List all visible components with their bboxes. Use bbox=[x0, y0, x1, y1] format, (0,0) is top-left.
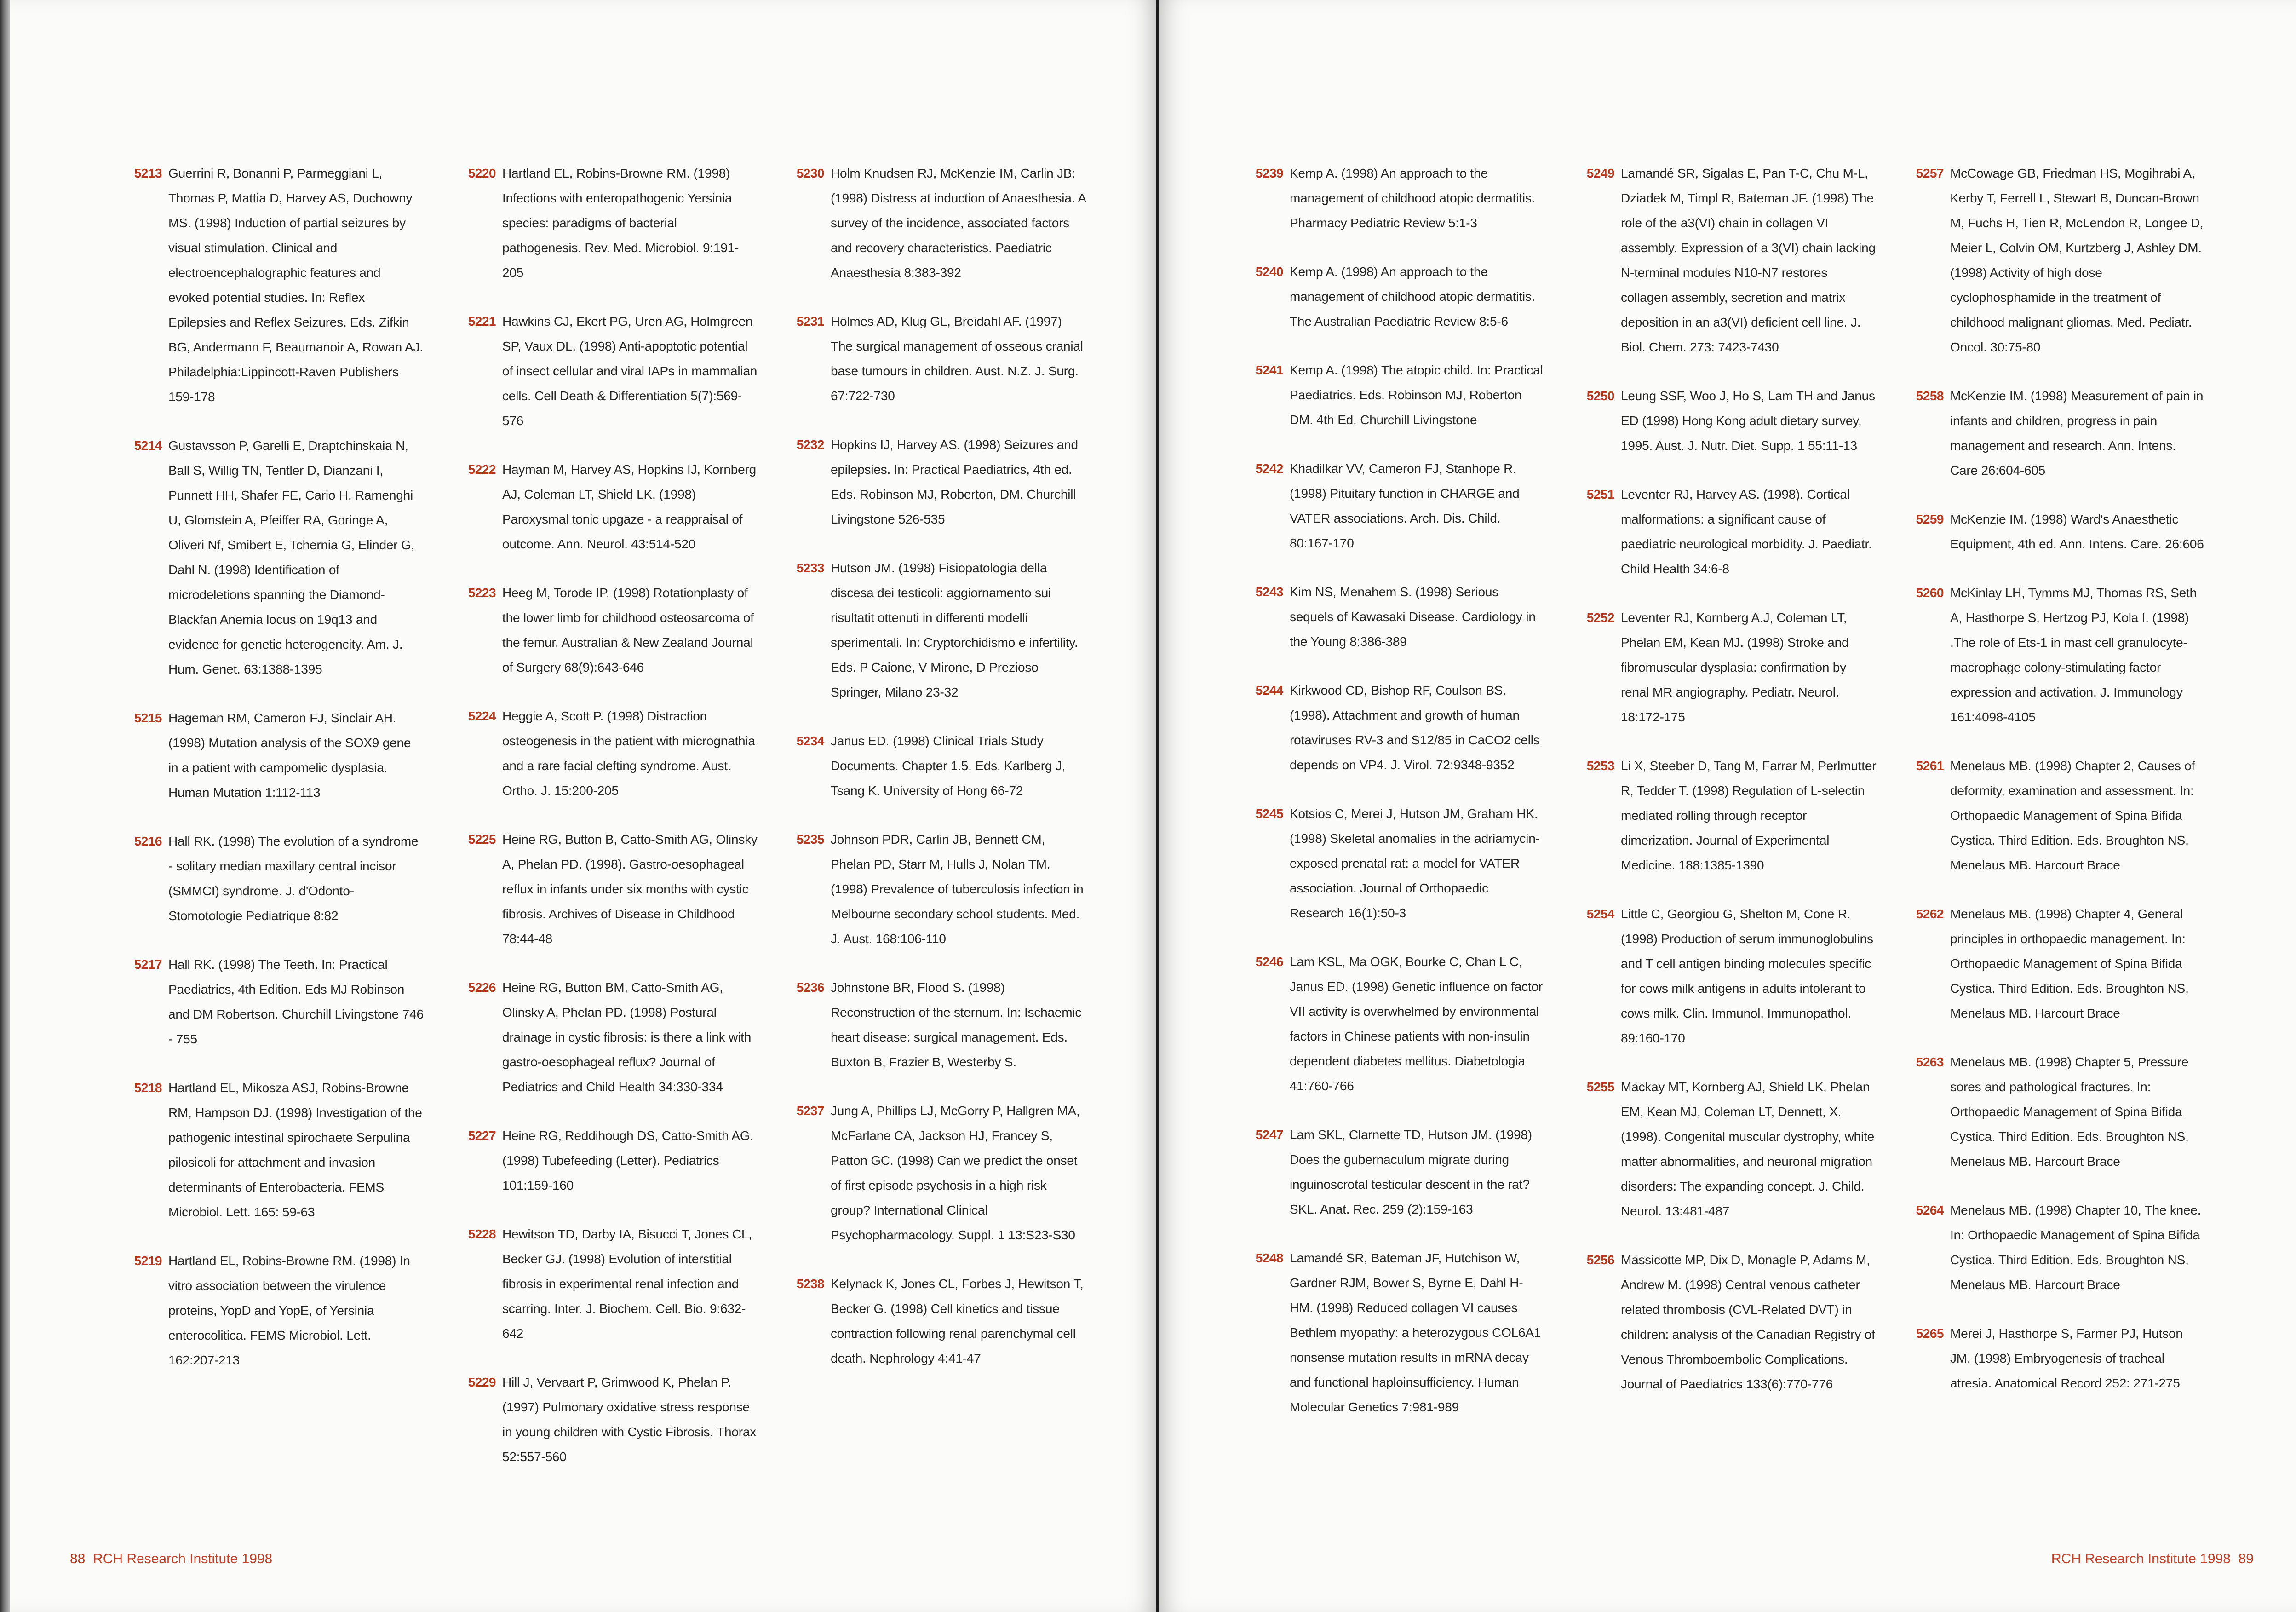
reference-text: Kelynack K, Jones CL, Forbes J, Hewitson T, Becker G. (1998) Cell kinetics and tissue contraction following renal parenchymal cell death. Nephrology 4:41-47 bbox=[831, 1277, 1084, 1365]
reference-entry bbox=[792, 1272, 1086, 1371]
reference-text: Leung SSF, Woo J, Ho S, Lam TH and Janus ED (1998) Hong Kong adult dietary survey, 1995. Aust. J. Nutr. Diet. Supp. 1 55:11-13 bbox=[1621, 389, 1875, 453]
reference-entry bbox=[1911, 384, 2206, 483]
reference-text: Lam SKL, Clarnette TD, Hutson JM. (1998) Does the gubernaculum migrate during inguinoscrotal testicular descent in the rat? SKL. Anat. Rec. 259 (2):159-163 bbox=[1290, 1128, 1532, 1216]
reference-number: 5215 bbox=[134, 711, 162, 725]
reference-entry bbox=[464, 1123, 758, 1198]
reference-number: 5227 bbox=[468, 1128, 496, 1143]
reference-text: McKinlay LH, Tymms MJ, Thomas RS, Seth A, Hasthorpe S, Hertzog PJ, Kola I. (1998) .The role of Ets-1 in mast cell granulocyte-macrophage colony-stimulating factor expression and activation. J. Immunology 161:4098-4105 bbox=[1950, 586, 2197, 724]
reference-number: 5238 bbox=[796, 1277, 824, 1291]
reference-entry bbox=[1582, 384, 1877, 458]
reference-entry bbox=[1251, 580, 1545, 654]
reference-entry bbox=[792, 975, 1086, 1075]
reference-number: 5249 bbox=[1586, 166, 1614, 180]
reference-number: 5243 bbox=[1255, 585, 1283, 599]
reference-number: 5256 bbox=[1586, 1253, 1614, 1267]
reference-entry bbox=[1251, 259, 1545, 334]
reference-number: 5240 bbox=[1255, 265, 1283, 279]
reference-number: 5213 bbox=[134, 166, 162, 180]
reference-text: Lamandé SR, Sigalas E, Pan T-C, Chu M-L, Dziadek M, Timpl R, Bateman JF. (1998) The role of the a3(VI) chain in collagen VI assembly. Expression of a 3(VI) chain lacking N-terminal modules N10-N7 restores collagen assembly, secretion and matrix deposition in an a3(VI) deficient cell line. J. Biol. Chem. 273: 7423-7430 bbox=[1621, 166, 1876, 354]
reference-number: 5230 bbox=[796, 166, 824, 180]
page-number: 89 bbox=[2238, 1551, 2254, 1566]
reference-text: Jung A, Phillips LJ, McGorry P, Hallgren MA, McFarlane CA, Jackson HJ, Francey S, Patton GC. (1998) Can we predict the onset of first episode psychosis in a high risk group? International Clinical Psychopharmacology. Suppl. 1 13:S23-S30 bbox=[831, 1104, 1080, 1242]
reference-text: Guerrini R, Bonanni P, Parmeggiani L, Thomas P, Mattia D, Harvey AS, Duchowny MS. (1998) Induction of partial seizures by visual stimulation. Clinical and electroencephalographic features and evoked potential studies. In: Reflex Epilepsies and Reflex Seizures. Eds. Zifkin BG, Andermann F, Beaumanoir A, Rowan AJ. Philadelphia:Lippincott-Raven Publishers 159-178 bbox=[168, 166, 423, 404]
reference-number: 5221 bbox=[468, 314, 496, 328]
reference-entry bbox=[1251, 456, 1545, 556]
reference-entry bbox=[1911, 581, 2206, 730]
reference-text: Johnstone BR, Flood S. (1998) Reconstruction of the sternum. In: Ischaemic heart disease: surgical management. Eds. Buxton B, Frazier B, Westerby S. bbox=[831, 980, 1082, 1069]
reference-number: 5247 bbox=[1255, 1128, 1283, 1142]
reference-number: 5224 bbox=[468, 709, 496, 723]
reference-text: Kemp A. (1998) An approach to the management of childhood atopic dermatitis. The Australian Paediatric Review 8:5-6 bbox=[1290, 265, 1535, 328]
left-column-1 bbox=[130, 161, 424, 1397]
reference-entry bbox=[792, 556, 1086, 705]
reference-number: 5246 bbox=[1255, 955, 1283, 969]
reference-number: 5236 bbox=[796, 980, 824, 995]
reference-text: Leventer RJ, Harvey AS. (1998). Cortical malformations: a significant cause of paediatric neurological morbidity. J. Paediatr. Child Health 34:6-8 bbox=[1621, 487, 1872, 576]
reference-number: 5245 bbox=[1255, 806, 1283, 821]
reference-number: 5265 bbox=[1916, 1326, 1944, 1341]
reference-number: 5223 bbox=[468, 586, 496, 600]
reference-entry bbox=[1251, 801, 1545, 926]
reference-entry bbox=[1911, 161, 2206, 360]
reference-entry bbox=[464, 457, 758, 557]
reference-entry bbox=[1582, 1075, 1877, 1224]
reference-number: 5220 bbox=[468, 166, 496, 180]
reference-entry bbox=[464, 1222, 758, 1346]
reference-text: Menelaus MB. (1998) Chapter 2, Causes of deformity, examination and assessment. In: Orthopaedic Management of Spina Bifida Cystica. Third Edition. Eds. Broughton NS, Menelaus MB. Harcourt Brace bbox=[1950, 759, 2195, 872]
reference-number: 5258 bbox=[1916, 389, 1944, 403]
reference-text: Massicotte MP, Dix D, Monagle P, Adams M, Andrew M. (1998) Central venous catheter related thrombosis (CVL-Related DVT) in children: analysis of the Canadian Registry of Venous Thromboembolic Complications. Journal of Paediatrics 133(6):770-776 bbox=[1621, 1253, 1875, 1391]
reference-number: 5229 bbox=[468, 1375, 496, 1389]
reference-text: Hill J, Vervaart P, Grimwood K, Phelan P. (1997) Pulmonary oxidative stress response in young children with Cystic Fibrosis. Thorax 52:557-560 bbox=[502, 1375, 757, 1464]
reference-entry bbox=[1251, 161, 1545, 236]
reference-number: 5264 bbox=[1916, 1203, 1944, 1217]
reference-number: 5259 bbox=[1916, 512, 1944, 526]
reference-text: Kim NS, Menahem S. (1998) Serious sequels of Kawasaki Disease. Cardiology in the Young 8:386-389 bbox=[1290, 585, 1536, 649]
reference-number: 5237 bbox=[796, 1104, 824, 1118]
reference-text: Mackay MT, Kornberg AJ, Shield LK, Phelan EM, Kean MJ, Coleman LT, Dennett, X. (1998). Congenital muscular dystrophy, white matter abnormalities, and neuronal migration disorders: The expanding concept. J. Child. Neurol. 13:481-487 bbox=[1621, 1080, 1874, 1218]
reference-text: Hartland EL, Robins-Browne RM. (1998) In vitro association between the virulence proteins, YopD and YopE, of Yersinia enterocolitica. FEMS Microbiol. Lett. 162:207-213 bbox=[168, 1254, 410, 1367]
reference-entry bbox=[792, 309, 1086, 409]
reference-entry bbox=[1582, 902, 1877, 1051]
reference-number: 5239 bbox=[1255, 166, 1283, 180]
reference-entry bbox=[130, 829, 424, 928]
reference-number: 5234 bbox=[796, 734, 824, 748]
reference-number: 5222 bbox=[468, 462, 496, 477]
reference-text: Hutson JM. (1998) Fisiopatologia della discesa dei testicoli: aggiornamento sui risultatit ottenuti in differenti modelli sperimentali. In: Cryptorchidismo e infertility. Eds. P Caione, V Mirone, D Prezioso Springer, Milano 23-32 bbox=[831, 561, 1078, 699]
reference-entry bbox=[464, 704, 758, 803]
reference-entry bbox=[792, 1099, 1086, 1248]
reference-number: 5235 bbox=[796, 832, 824, 846]
reference-text: Gustavsson P, Garelli E, Draptchinskaia N, Ball S, Willig TN, Tentler D, Dianzani I, Punnett HH, Shafer FE, Cario H, Ramenghi U, Glomstein A, Pfeiffer RA, Goringe A, Oliveri Nf, Smibert E, Tchernia G, Elinder G, Dahl N. (1998) Identification of microdeletions spanning the Diamond-Blackfan Anemia locus on 19q13 and evidence for genetic heterogencity. Am. J. Hum. Genet. 63:1388-1395 bbox=[168, 438, 415, 676]
reference-text: Hageman RM, Cameron FJ, Sinclair AH. (1998) Mutation analysis of the SOX9 gene in a patient with campomelic dysplasia. Human Mutation 1:112-113 bbox=[168, 711, 411, 800]
reference-text: Khadilkar VV, Cameron FJ, Stanhope R. (1998) Pituitary function in CHARGE and VATER associations. Arch. Dis. Child. 80:167-170 bbox=[1290, 461, 1520, 550]
reference-text: Holm Knudsen RJ, McKenzie IM, Carlin JB: (1998) Distress at induction of Anaesthesia. A survey of the incidence, associated factors and recovery characteristics. Paediatric Anaesthesia 8:383-392 bbox=[831, 166, 1086, 280]
reference-entry bbox=[792, 729, 1086, 803]
reference-number: 5262 bbox=[1916, 907, 1944, 921]
reference-entry bbox=[464, 827, 758, 951]
reference-entry bbox=[130, 706, 424, 805]
reference-text: Heine RG, Button B, Catto-Smith AG, Olinsky A, Phelan PD. (1998). Gastro-oesophageal reflux in infants under six months with cystic fibrosis. Archives of Disease in Childhood 78:44-48 bbox=[502, 832, 758, 946]
reference-number: 5233 bbox=[796, 561, 824, 575]
right-column-1 bbox=[1251, 161, 1545, 1444]
reference-number: 5248 bbox=[1255, 1251, 1283, 1265]
reference-entry bbox=[1911, 1321, 2206, 1396]
reference-text: Hall RK. (1998) The Teeth. In: Practical Paediatrics, 4th Edition. Eds MJ Robinson and DM Robertson. Churchill Livingstone 746 - 755 bbox=[168, 957, 424, 1046]
reference-number: 5219 bbox=[134, 1254, 162, 1268]
reference-number: 5250 bbox=[1586, 389, 1614, 403]
reference-text: Janus ED. (1998) Clinical Trials Study Documents. Chapter 1.5. Eds. Karlberg J, Tsang K. University of Hong 66-72 bbox=[831, 734, 1066, 798]
reference-entry bbox=[130, 433, 424, 682]
reference-text: McKenzie IM. (1998) Ward's Anaesthetic Equipment, 4th ed. Ann. Intens. Care. 26:606 bbox=[1950, 512, 2204, 551]
reference-entry bbox=[1251, 1246, 1545, 1420]
reference-number: 5232 bbox=[796, 438, 824, 452]
reference-number: 5241 bbox=[1255, 363, 1283, 377]
reference-entry bbox=[1911, 902, 2206, 1026]
reference-text: Heine RG, Reddihough DS, Catto-Smith AG. (1998) Tubefeeding (Letter). Pediatrics 101:159-160 bbox=[502, 1128, 754, 1192]
reference-text: Hayman M, Harvey AS, Hopkins IJ, Kornberg AJ, Coleman LT, Shield LK. (1998) Paroxysmal tonic upgaze - a reappraisal of outcome. Ann. Neurol. 43:514-520 bbox=[502, 462, 757, 551]
reference-text: Hawkins CJ, Ekert PG, Uren AG, Holmgreen SP, Vaux DL. (1998) Anti-apoptotic potential of insect cellular and viral IAPs in mammalian cells. Cell Death & Differentiation 5(7):569-576 bbox=[502, 314, 758, 428]
reference-number: 5260 bbox=[1916, 586, 1944, 600]
reference-entry bbox=[464, 1370, 758, 1469]
reference-text: Johnson PDR, Carlin JB, Bennett CM, Phelan PD, Starr M, Hulls J, Nolan TM. (1998) Prevalence of tuberculosis infection in Melbourne secondary school students. Med. J. Aust. 168:106-110 bbox=[831, 832, 1084, 946]
reference-text: Merei J, Hasthorpe S, Farmer PJ, Hutson JM. (1998) Embryogenesis of tracheal atresia. Anatomical Record 252: 271-275 bbox=[1950, 1326, 2183, 1390]
reference-text: Hopkins IJ, Harvey AS. (1998) Seizures and epilepsies. In: Practical Paediatrics, 4th ed. Eds. Robinson MJ, Roberton, DM. Churchill Livingstone 526-535 bbox=[831, 438, 1078, 526]
reference-entry bbox=[464, 581, 758, 680]
left-column-3 bbox=[792, 161, 1086, 1395]
reference-text: McCowage GB, Friedman HS, Mogihrabi A, Kerby T, Ferrell L, Stewart B, Duncan-Brown M, Fuchs H, Tien R, McLendon R, Longee D, Meier L, Colvin OM, Kurtzberg J, Ashley DM. (1998) Activity of high dose cyclophosphamide in the treatment of childhood malignant gliomas. Med. Pediatr. Oncol. 30:75-80 bbox=[1950, 166, 2204, 354]
reference-number: 5225 bbox=[468, 832, 496, 846]
reference-entry bbox=[1251, 358, 1545, 432]
reference-number: 5251 bbox=[1586, 487, 1614, 501]
reference-entry bbox=[464, 161, 758, 285]
reference-number: 5217 bbox=[134, 957, 162, 972]
reference-text: Li X, Steeber D, Tang M, Farrar M, Perlmutter R, Tedder T. (1998) Regulation of L-selectin mediated rolling through receptor dimerization. Journal of Experimental Medicine. 188:1385-1390 bbox=[1621, 759, 1877, 872]
reference-entry bbox=[1582, 1248, 1877, 1397]
reference-entry bbox=[130, 1076, 424, 1225]
reference-number: 5228 bbox=[468, 1227, 496, 1241]
reference-entry bbox=[792, 432, 1086, 532]
reference-number: 5218 bbox=[134, 1081, 162, 1095]
left-column-2 bbox=[464, 161, 758, 1493]
reference-text: Menelaus MB. (1998) Chapter 10, The knee. In: Orthopaedic Management of Spina Bifida Cystica. Third Edition. Eds. Broughton NS, Menelaus MB. Harcourt Brace bbox=[1950, 1203, 2201, 1292]
reference-entry bbox=[792, 161, 1086, 285]
reference-entry bbox=[1251, 678, 1545, 777]
reference-text: Lamandé SR, Bateman JF, Hutchison W, Gardner RJM, Bower S, Byrne E, Dahl H-HM. (1998) Reduced collagen VI causes Bethlem myopathy: a heterozygous COL6A1 nonsense mutation results in mRNA decay and functional haploinsufficiency. Human Molecular Genetics 7:981-989 bbox=[1290, 1251, 1541, 1414]
footer-title: RCH Research Institute 1998 bbox=[93, 1551, 273, 1566]
reference-number: 5252 bbox=[1586, 610, 1614, 625]
reference-entry bbox=[1582, 605, 1877, 730]
binding-edge bbox=[0, 0, 10, 1612]
reference-text: Hall RK. (1998) The evolution of a syndrome - solitary median maxillary central incisor (SMMCI) syndrome. J. d'Odonto-Stomotologie Pediatrique 8:82 bbox=[168, 834, 419, 923]
reference-text: Hartland EL, Robins-Browne RM. (1998) Infections with enteropathogenic Yersinia species: paradigms of bacterial pathogenesis. Rev. Med. Microbiol. 9:191-205 bbox=[502, 166, 739, 280]
reference-entry bbox=[130, 161, 424, 409]
reference-entry bbox=[1582, 482, 1877, 581]
reference-entry bbox=[130, 952, 424, 1052]
reference-entry bbox=[1911, 507, 2206, 557]
reference-entry bbox=[1911, 1050, 2206, 1174]
reference-number: 5216 bbox=[134, 834, 162, 848]
reference-text: Heine RG, Button BM, Catto-Smith AG, Olinsky A, Phelan PD. (1998) Postural drainage in cystic fibrosis: is there a link with gastro-oesophageal reflux? Journal of Pediatrics and Child Health 34:330-334 bbox=[502, 980, 752, 1094]
reference-number: 5261 bbox=[1916, 759, 1944, 773]
reference-text: Menelaus MB. (1998) Chapter 4, General principles in orthopaedic management. In: Orthopaedic Management of Spina Bifida Cystica. Third Edition. Eds. Broughton NS, Menelaus MB. Harcourt Brace bbox=[1950, 907, 2189, 1020]
reference-number: 5231 bbox=[796, 314, 824, 328]
reference-number: 5244 bbox=[1255, 683, 1283, 697]
reference-entry bbox=[792, 827, 1086, 951]
right-page-footer bbox=[2051, 1551, 2254, 1567]
reference-text: Heeg M, Torode IP. (1998) Rotationplasty of the lower limb for childhood osteosarcoma of the femur. Australian & New Zealand Journal of Surgery 68(9):643-646 bbox=[502, 586, 754, 674]
reference-text: Hartland EL, Mikosza ASJ, Robins-Browne RM, Hampson DJ. (1998) Investigation of the pathogenic intestinal spirochaete Serpulina pilosicoli for attachment and invasion determinants of Enterobacteria. FEMS Microbiol. Lett. 165: 59-63 bbox=[168, 1081, 422, 1219]
footer-title: RCH Research Institute 1998 bbox=[2051, 1551, 2231, 1566]
reference-number: 5226 bbox=[468, 980, 496, 995]
reference-text: Holmes AD, Klug GL, Breidahl AF. (1997) The surgical management of osseous cranial base tumours in children. Aust. N.Z. J. Surg. 67:722-730 bbox=[831, 314, 1083, 403]
reference-number: 5214 bbox=[134, 438, 162, 453]
right-page bbox=[1159, 0, 2296, 1612]
reference-number: 5257 bbox=[1916, 166, 1944, 180]
reference-text: Lam KSL, Ma OGK, Bourke C, Chan L C, Janus ED. (1998) Genetic influence on factor VII activity is overwhelmed by environmental factors in Chinese patients with non-insulin dependent diabetes mellitus. Diabetologia 41:760-766 bbox=[1290, 955, 1543, 1093]
reference-text: Menelaus MB. (1998) Chapter 5, Pressure sores and pathological fractures. In: Orthopaedic Management of Spina Bifida Cystica. Third Edition. Eds. Broughton NS, Menelaus MB. Harcourt Brace bbox=[1950, 1055, 2189, 1169]
reference-entry bbox=[464, 975, 758, 1100]
reference-entry bbox=[1582, 754, 1877, 878]
right-column-2 bbox=[1582, 161, 1877, 1421]
right-column-3 bbox=[1911, 161, 2206, 1420]
reference-text: Kemp A. (1998) The atopic child. In: Practical Paediatrics. Eds. Robinson MJ, Roberton DM. 4th Ed. Churchill Livingstone bbox=[1290, 363, 1543, 427]
reference-entry bbox=[1251, 950, 1545, 1099]
reference-text: Little C, Georgiou G, Shelton M, Cone R. (1998) Production of serum immunoglobulins and T cell antigen binding molecules specific for cows milk antigens in adults intolerant to cows milk. Clin. Immunol. Immunopathol. 89:160-170 bbox=[1621, 907, 1873, 1045]
left-page bbox=[10, 0, 1156, 1612]
reference-text: Kemp A. (1998) An approach to the management of childhood atopic dermatitis. Pharmacy Pediatric Review 5:1-3 bbox=[1290, 166, 1535, 230]
reference-number: 5263 bbox=[1916, 1055, 1944, 1069]
left-page-footer bbox=[70, 1551, 272, 1567]
reference-number: 5253 bbox=[1586, 759, 1614, 773]
reference-text: Kotsios C, Merei J, Hutson JM, Graham HK. (1998) Skeletal anomalies in the adriamycin-exposed prenatal rat: a model for VATER association. Journal of Orthopaedic Research 16(1):50-3 bbox=[1290, 806, 1540, 920]
reference-number: 5255 bbox=[1586, 1080, 1614, 1094]
reference-entry bbox=[1911, 754, 2206, 878]
reference-entry bbox=[1911, 1198, 2206, 1297]
reference-number: 5242 bbox=[1255, 461, 1283, 476]
reference-entry bbox=[1582, 161, 1877, 360]
reference-entry bbox=[1251, 1123, 1545, 1222]
reference-number: 5254 bbox=[1586, 907, 1614, 921]
page-number: 88 bbox=[70, 1551, 86, 1566]
reference-text: Heggie A, Scott P. (1998) Distraction osteogenesis in the patient with micrognathia and a rare facial clefting syndrome. Aust. Ortho. J. 15:200-205 bbox=[502, 709, 755, 798]
reference-entry bbox=[464, 309, 758, 433]
reference-text: McKenzie IM. (1998) Measurement of pain in infants and children, progress in pain management and research. Ann. Intens. Care 26:604-605 bbox=[1950, 389, 2204, 478]
reference-text: Hewitson TD, Darby IA, Bisucci T, Jones CL, Becker GJ. (1998) Evolution of interstitial fibrosis in experimental renal infection and scarring. Inter. J. Biochem. Cell. Bio. 9:632-642 bbox=[502, 1227, 752, 1341]
reference-text: Leventer RJ, Kornberg A.J, Coleman LT, Phelan EM, Kean MJ. (1998) Stroke and fibromuscular dysplasia: confirmation by renal MR angiography. Pediatr. Neurol. 18:172-175 bbox=[1621, 610, 1849, 724]
reference-entry bbox=[130, 1249, 424, 1373]
reference-text: Kirkwood CD, Bishop RF, Coulson BS. (1998). Attachment and growth of human rotaviruses RV-3 and S12/85 in CaCO2 cells depends on VP4. J. Virol. 72:9348-9352 bbox=[1290, 683, 1540, 772]
